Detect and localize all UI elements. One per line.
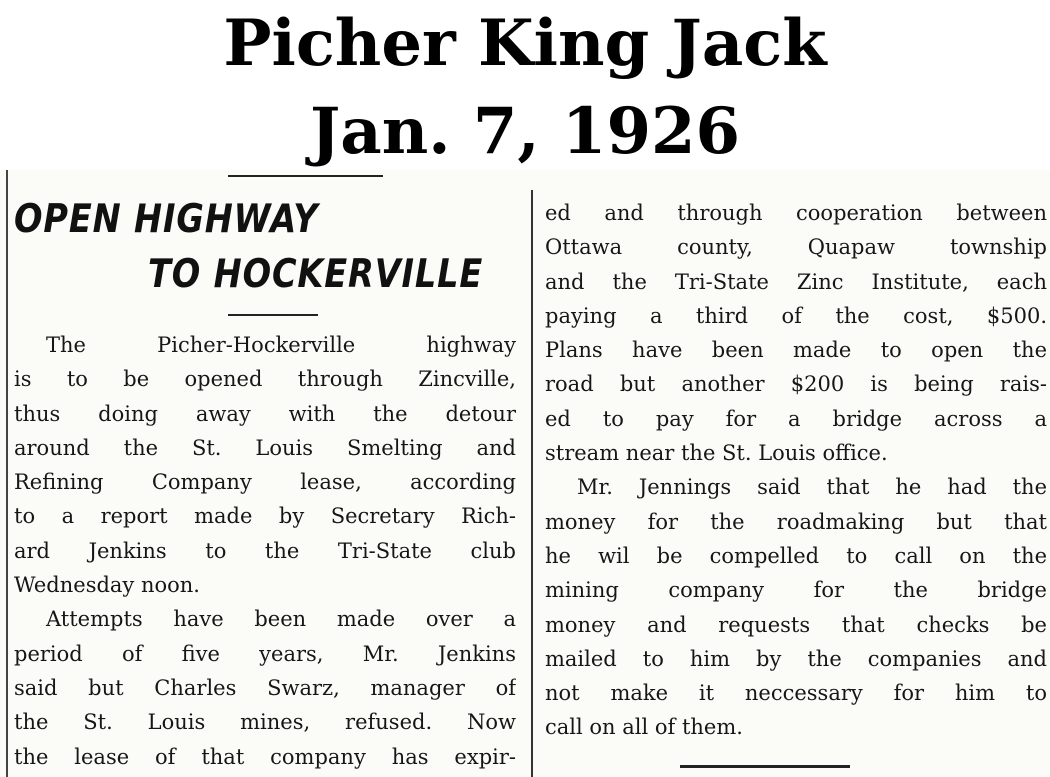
text-line: period of five years, Mr. Jenkins — [14, 641, 516, 666]
text-line: to a report made by Secretary Rich- — [14, 504, 516, 529]
page-title-name: Picher King Jack — [223, 6, 827, 81]
text-line: Wednesday noon. — [14, 573, 200, 598]
text-line: Ottawa county, Quapaw township — [545, 235, 1047, 260]
text-line: the St. Louis mines, refused. Now — [14, 710, 516, 735]
headline-line-1: OPEN HIGHWAY — [14, 197, 319, 242]
text-line: not make it neccessary for him to — [545, 681, 1047, 706]
text-line: the lease of that company has expir- — [14, 744, 516, 769]
text-line: Mr. Jennings said that he had the — [577, 475, 1047, 500]
text-line: he wil be compelled to call on the — [545, 543, 1047, 568]
text-line: and the Tri-State Zinc Institute, each — [545, 269, 1047, 294]
text-line: Plans have been made to open the — [545, 338, 1047, 363]
text-line: call on all of them. — [545, 715, 743, 740]
newspaper-clipping — [0, 170, 1050, 777]
headline-rule — [228, 314, 318, 316]
text-line: The Picher-Hockerville highway — [46, 333, 516, 357]
text-line: said but Charles Swarz, manager of — [14, 675, 516, 700]
article-column-right — [545, 196, 1047, 745]
text-line: ed and through cooperation between — [545, 201, 1047, 225]
text-line: stream near the St. Louis office. — [545, 441, 888, 466]
text-line: road but another $200 is being rais- — [545, 372, 1047, 397]
text-line: Refining Company lease, according — [14, 470, 516, 495]
text-line: is to be opened through Zincville, — [14, 367, 516, 392]
top-rule — [228, 175, 383, 177]
text-line: mining company for the bridge — [545, 578, 1047, 603]
text-line: ard Jenkins to the Tri-State club — [14, 538, 516, 563]
article-column-left — [14, 328, 516, 774]
page-title-date: Jan. 7, 1926 — [309, 94, 741, 169]
text-line: paying a third of the cost, $500. — [545, 303, 1047, 328]
headline-line-2: TO HOCKERVILLE — [148, 252, 484, 297]
text-line: ed to pay for a bridge across a — [545, 406, 1047, 431]
text-line: around the St. Louis Smelting and — [14, 435, 516, 460]
column-rule-left — [6, 170, 8, 777]
bottom-rule — [680, 765, 850, 768]
text-line: money for the roadmaking but that — [545, 509, 1047, 534]
text-line: mailed to him by the companies and — [545, 646, 1047, 671]
text-line: money and requests that checks be — [545, 612, 1047, 637]
text-line: Attempts have been made over a — [46, 607, 516, 632]
text-line: thus doing away with the detour — [14, 401, 516, 426]
